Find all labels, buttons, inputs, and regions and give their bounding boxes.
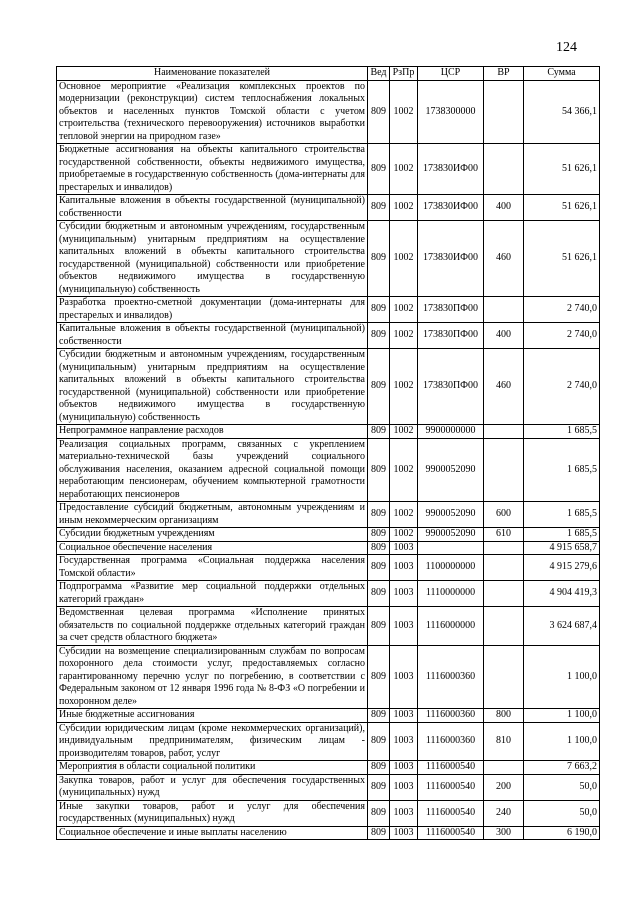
cell-rzpr: 1002 [390, 195, 418, 221]
table-row [57, 502, 600, 528]
cell-vr: 400 [484, 323, 524, 349]
cell-csr: 173830ИФ00 [418, 195, 484, 221]
table-row [57, 297, 600, 323]
cell-name: Иные закупки товаров, работ и услуг для обеспечения государственных (муниципальных) нужд [57, 800, 368, 826]
table-row [57, 826, 600, 840]
page-number: 124 [556, 40, 577, 55]
header-vr: ВР [484, 67, 524, 81]
cell-ved: 809 [368, 221, 390, 297]
cell-sum: 2 740,0 [524, 323, 600, 349]
cell-csr: 173830ПФ00 [418, 349, 484, 425]
header-sum: Сумма [524, 67, 600, 81]
cell-csr: 1116000000 [418, 607, 484, 646]
cell-ved: 809 [368, 709, 390, 723]
cell-sum: 50,0 [524, 774, 600, 800]
cell-vr [484, 425, 524, 439]
cell-rzpr: 1002 [390, 438, 418, 502]
cell-name: Непрограммное направление расходов [57, 425, 368, 439]
cell-csr: 1116000360 [418, 709, 484, 723]
table-row [57, 144, 600, 195]
cell-name: Иные бюджетные ассигнования [57, 709, 368, 723]
cell-csr: 1116000540 [418, 826, 484, 840]
cell-name: Бюджетные ассигнования на объекты капитального строительства государственной собственности, объекты недвижимого имущества, приобретаемые в государственную собственность (дома-интернаты для престарелых и инвалидов) [57, 144, 368, 195]
cell-rzpr: 1002 [390, 425, 418, 439]
cell-sum: 4 915 658,7 [524, 541, 600, 555]
cell-ved: 809 [368, 297, 390, 323]
cell-csr: 1116000540 [418, 800, 484, 826]
cell-ved: 809 [368, 195, 390, 221]
cell-rzpr: 1002 [390, 297, 418, 323]
table-row [57, 541, 600, 555]
table-row [57, 323, 600, 349]
cell-sum: 1 685,5 [524, 425, 600, 439]
cell-rzpr: 1002 [390, 349, 418, 425]
table-row [57, 800, 600, 826]
cell-rzpr: 1002 [390, 502, 418, 528]
table-row [57, 774, 600, 800]
cell-rzpr: 1003 [390, 774, 418, 800]
cell-name: Субсидии бюджетным и автономным учреждениям, государственным (муниципальным) унитарным предприятиям на осуществление капитальных вложений в объекты капитального строительства государственной (муниципальной) собственности или приобретение объектов недвижимого имущества в государственную (муниципальную) собственность [57, 349, 368, 425]
cell-vr [484, 607, 524, 646]
cell-csr: 173830ИФ00 [418, 221, 484, 297]
cell-ved: 809 [368, 144, 390, 195]
cell-name: Основное мероприятие «Реализация комплексных проектов по модернизации (реконструкции) систем теплоснабжения локальных объектов и населенных пунктов Томской области с учетом строительства (технического перевооружения) источников выработки тепловой энергии на природном газе» [57, 80, 368, 144]
cell-rzpr: 1003 [390, 541, 418, 555]
cell-ved: 809 [368, 349, 390, 425]
cell-name: Социальное обеспечение и иные выплаты населению [57, 826, 368, 840]
cell-rzpr: 1002 [390, 323, 418, 349]
cell-rzpr: 1002 [390, 144, 418, 195]
cell-ved: 809 [368, 581, 390, 607]
table-header-row [57, 67, 600, 81]
cell-name: Государственная программа «Социальная поддержка населения Томской области» [57, 555, 368, 581]
cell-rzpr: 1003 [390, 645, 418, 709]
table-row [57, 581, 600, 607]
table-row [57, 528, 600, 542]
cell-ved: 809 [368, 323, 390, 349]
cell-vr: 610 [484, 528, 524, 542]
cell-ved: 809 [368, 826, 390, 840]
cell-ved: 809 [368, 800, 390, 826]
cell-rzpr: 1003 [390, 607, 418, 646]
cell-csr: 173830ИФ00 [418, 144, 484, 195]
table-row [57, 425, 600, 439]
header-name: Наименование показателей [57, 67, 368, 81]
cell-ved: 809 [368, 425, 390, 439]
cell-ved: 809 [368, 645, 390, 709]
cell-rzpr: 1003 [390, 761, 418, 775]
cell-csr: 1116000360 [418, 645, 484, 709]
cell-vr: 810 [484, 722, 524, 761]
cell-name: Предоставление субсидий бюджетным, автономным учреждениям и иным некоммерческим организациям [57, 502, 368, 528]
cell-sum: 1 685,5 [524, 438, 600, 502]
cell-sum: 3 624 687,4 [524, 607, 600, 646]
budget-table [56, 66, 600, 840]
cell-name: Капитальные вложения в объекты государственной (муниципальной) собственности [57, 323, 368, 349]
header-csr: ЦСР [418, 67, 484, 81]
cell-vr: 460 [484, 349, 524, 425]
cell-vr [484, 555, 524, 581]
cell-csr [418, 541, 484, 555]
cell-rzpr: 1003 [390, 709, 418, 723]
cell-ved: 809 [368, 722, 390, 761]
cell-rzpr: 1003 [390, 555, 418, 581]
cell-sum: 4 904 419,3 [524, 581, 600, 607]
cell-ved: 809 [368, 80, 390, 144]
cell-vr [484, 581, 524, 607]
cell-csr: 9900000000 [418, 425, 484, 439]
cell-vr: 200 [484, 774, 524, 800]
cell-sum: 51 626,1 [524, 144, 600, 195]
cell-name: Субсидии юридическим лицам (кроме некоммерческих организаций), индивидуальным предпринимателям, физическим лицам - производителям товаров, работ, услуг [57, 722, 368, 761]
cell-name: Реализация социальных программ, связанных с укреплением материально-технической базы учреждений социального обслуживания населения, оказанием адресной социальной помощи неработающим пенсионерам, обучением компьютерной грамотности неработающих пенсионеров [57, 438, 368, 502]
table-row [57, 761, 600, 775]
cell-sum: 1 100,0 [524, 709, 600, 723]
cell-name: Социальное обеспечение населения [57, 541, 368, 555]
cell-vr: 300 [484, 826, 524, 840]
cell-vr [484, 541, 524, 555]
cell-csr: 9900052090 [418, 438, 484, 502]
header-ved: Вед [368, 67, 390, 81]
cell-name: Субсидии бюджетным и автономным учреждениям, государственным (муниципальным) унитарным предприятиям на осуществление капитальных вложений в объекты капитального строительства государственной (муниципальной) собственности или приобретение объектов недвижимого имущества в государственную (муниципальную) собственность [57, 221, 368, 297]
cell-vr [484, 645, 524, 709]
cell-ved: 809 [368, 761, 390, 775]
cell-csr: 1738300000 [418, 80, 484, 144]
table-row [57, 645, 600, 709]
cell-vr: 240 [484, 800, 524, 826]
table-row [57, 722, 600, 761]
cell-sum: 2 740,0 [524, 297, 600, 323]
cell-vr [484, 438, 524, 502]
cell-vr: 400 [484, 195, 524, 221]
cell-ved: 809 [368, 528, 390, 542]
cell-ved: 809 [368, 438, 390, 502]
table-row [57, 709, 600, 723]
cell-name: Ведомственная целевая программа «Исполнение принятых обязательств по социальной поддержке отдельных категорий граждан за счет средств областного бюджета» [57, 607, 368, 646]
cell-name: Мероприятия в области социальной политики [57, 761, 368, 775]
cell-ved: 809 [368, 541, 390, 555]
table-row [57, 555, 600, 581]
cell-csr: 1100000000 [418, 555, 484, 581]
cell-rzpr: 1003 [390, 826, 418, 840]
cell-csr: 173830ПФ00 [418, 297, 484, 323]
table-row [57, 607, 600, 646]
cell-sum: 51 626,1 [524, 221, 600, 297]
cell-rzpr: 1002 [390, 528, 418, 542]
cell-vr [484, 80, 524, 144]
cell-ved: 809 [368, 774, 390, 800]
cell-ved: 809 [368, 555, 390, 581]
cell-rzpr: 1003 [390, 800, 418, 826]
header-rzpr: РзПр [390, 67, 418, 81]
cell-sum: 7 663,2 [524, 761, 600, 775]
cell-name: Разработка проектно-сметной документации (дома-интернаты для престарелых и инвалидов) [57, 297, 368, 323]
cell-sum: 54 366,1 [524, 80, 600, 144]
cell-name: Субсидии на возмещение специализированным службам по вопросам похоронного дела стоимости услуг, предоставляемых согласно гарантированному перечню услуг по погребению, в соответствии с Федеральным законом от 12 января 1996 года № 8-ФЗ «О погребении и похоронном деле» [57, 645, 368, 709]
cell-rzpr: 1002 [390, 80, 418, 144]
cell-name: Капитальные вложения в объекты государственной (муниципальной) собственности [57, 195, 368, 221]
cell-rzpr: 1003 [390, 581, 418, 607]
cell-vr: 800 [484, 709, 524, 723]
cell-sum: 1 100,0 [524, 722, 600, 761]
cell-sum: 6 190,0 [524, 826, 600, 840]
cell-sum: 1 685,5 [524, 528, 600, 542]
cell-vr [484, 761, 524, 775]
cell-vr: 600 [484, 502, 524, 528]
cell-csr: 9900052090 [418, 502, 484, 528]
cell-csr: 1110000000 [418, 581, 484, 607]
cell-ved: 809 [368, 502, 390, 528]
cell-sum: 1 100,0 [524, 645, 600, 709]
cell-csr: 1116000540 [418, 761, 484, 775]
cell-sum: 1 685,5 [524, 502, 600, 528]
cell-rzpr: 1003 [390, 722, 418, 761]
table-row [57, 80, 600, 144]
cell-csr: 173830ПФ00 [418, 323, 484, 349]
cell-csr: 1116000360 [418, 722, 484, 761]
table-row [57, 349, 600, 425]
table-row [57, 195, 600, 221]
cell-rzpr: 1002 [390, 221, 418, 297]
cell-vr [484, 144, 524, 195]
cell-name: Закупка товаров, работ и услуг для обеспечения государственных (муниципальных) нужд [57, 774, 368, 800]
cell-csr: 1116000540 [418, 774, 484, 800]
cell-name: Субсидии бюджетным учреждениям [57, 528, 368, 542]
cell-sum: 4 915 279,6 [524, 555, 600, 581]
cell-vr [484, 297, 524, 323]
cell-csr: 9900052090 [418, 528, 484, 542]
table-row [57, 438, 600, 502]
cell-ved: 809 [368, 607, 390, 646]
cell-sum: 2 740,0 [524, 349, 600, 425]
cell-vr: 460 [484, 221, 524, 297]
cell-sum: 50,0 [524, 800, 600, 826]
cell-name: Подпрограмма «Развитие мер социальной поддержки отдельных категорий граждан» [57, 581, 368, 607]
cell-sum: 51 626,1 [524, 195, 600, 221]
table-row [57, 221, 600, 297]
